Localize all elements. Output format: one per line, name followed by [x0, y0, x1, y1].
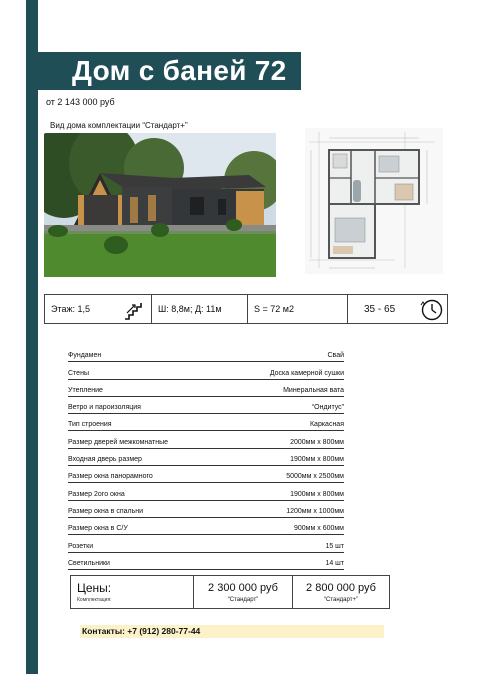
spec-dimensions — [152, 295, 248, 323]
spec-label: Светильники — [68, 559, 110, 567]
spec-label: Фундамен — [68, 352, 102, 360]
spec-row — [68, 553, 344, 570]
price-value: 2 300 000 руб — [208, 582, 278, 594]
spec-row — [68, 414, 344, 431]
spec-term-label: 35 - 65 — [364, 303, 396, 315]
spec-value: 1900мм х 800мм — [290, 456, 344, 464]
price-from: от 2 143 000 руб — [46, 97, 115, 107]
spec-value: Минеральная вата — [283, 386, 344, 394]
clock-icon — [420, 298, 444, 322]
spec-row — [68, 466, 344, 483]
prices-table — [70, 575, 390, 609]
spec-row — [68, 501, 344, 518]
left-sidebar-stripe — [26, 0, 38, 674]
prices-heading-cell — [71, 576, 194, 608]
contacts: Контакты: +7 (912) 280-77-44 — [80, 625, 384, 638]
spec-floors-label: Этаж: 1,5 — [51, 304, 91, 314]
spec-label: Размер 2ого окна — [68, 490, 125, 498]
spec-term — [348, 295, 447, 323]
spec-label: Входная дверь размер — [68, 456, 142, 464]
spec-label: Ветро и пароизоляция — [68, 404, 141, 412]
spec-label: Стены — [68, 369, 89, 377]
spec-label: Тип строения — [68, 421, 112, 429]
spec-label: Розетки — [68, 542, 94, 550]
spec-value: 14 шт — [325, 559, 344, 567]
spec-floors — [45, 295, 152, 323]
spec-row — [68, 345, 344, 362]
spec-row — [68, 431, 344, 448]
spec-value: 15 шт — [325, 542, 344, 550]
spec-bar — [44, 294, 448, 324]
prices-title: Цены: — [77, 581, 112, 595]
spec-value: Свай — [327, 352, 344, 360]
floor-plan — [305, 128, 443, 274]
specs-table — [68, 345, 344, 570]
spec-value: 5000мм х 2500мм — [286, 473, 344, 481]
spec-area — [248, 295, 348, 323]
spec-value: 1200мм х 1000мм — [286, 507, 344, 515]
page-title: Дом с баней 72 — [72, 55, 287, 86]
spec-value: “Ондитус” — [311, 404, 344, 412]
spec-value: 900мм х 600мм — [294, 525, 344, 533]
spec-row — [68, 362, 344, 379]
spec-value: 2000мм х 800мм — [290, 438, 344, 446]
spec-row — [68, 397, 344, 414]
spec-row — [68, 449, 344, 466]
spec-label: Утепление — [68, 386, 103, 394]
price-package-name: “Стандарт+” — [324, 597, 358, 603]
spec-value: 1900мм х 800мм — [290, 490, 344, 498]
spec-area-label: S = 72 м2 — [254, 304, 294, 314]
stairs-icon — [123, 299, 145, 321]
prices-subtitle: Комплектация: — [77, 597, 112, 603]
spec-dimensions-label: Ш: 8,8м; Д: 11м — [158, 304, 222, 314]
spec-row — [68, 380, 344, 397]
spec-label: Размер дверей межкомнатные — [68, 438, 169, 446]
photo-caption: Вид дома комплектации “Стандарт+” — [50, 121, 188, 130]
spec-row — [68, 483, 344, 500]
spec-label: Размер окна панорамного — [68, 473, 153, 481]
price-option-standard-plus — [293, 576, 389, 608]
spec-row — [68, 535, 344, 552]
spec-value: Каркасная — [309, 421, 344, 429]
house-photo — [44, 133, 276, 277]
spec-row — [68, 518, 344, 535]
spec-value: Доска камерной сушки — [269, 369, 344, 377]
spec-label: Размер окна в спальни — [68, 507, 144, 515]
spec-label: Размер окна в С/У — [68, 525, 128, 533]
price-value: 2 800 000 руб — [306, 582, 376, 594]
price-option-standard — [194, 576, 293, 608]
price-package-name: “Стандарт” — [227, 597, 259, 603]
